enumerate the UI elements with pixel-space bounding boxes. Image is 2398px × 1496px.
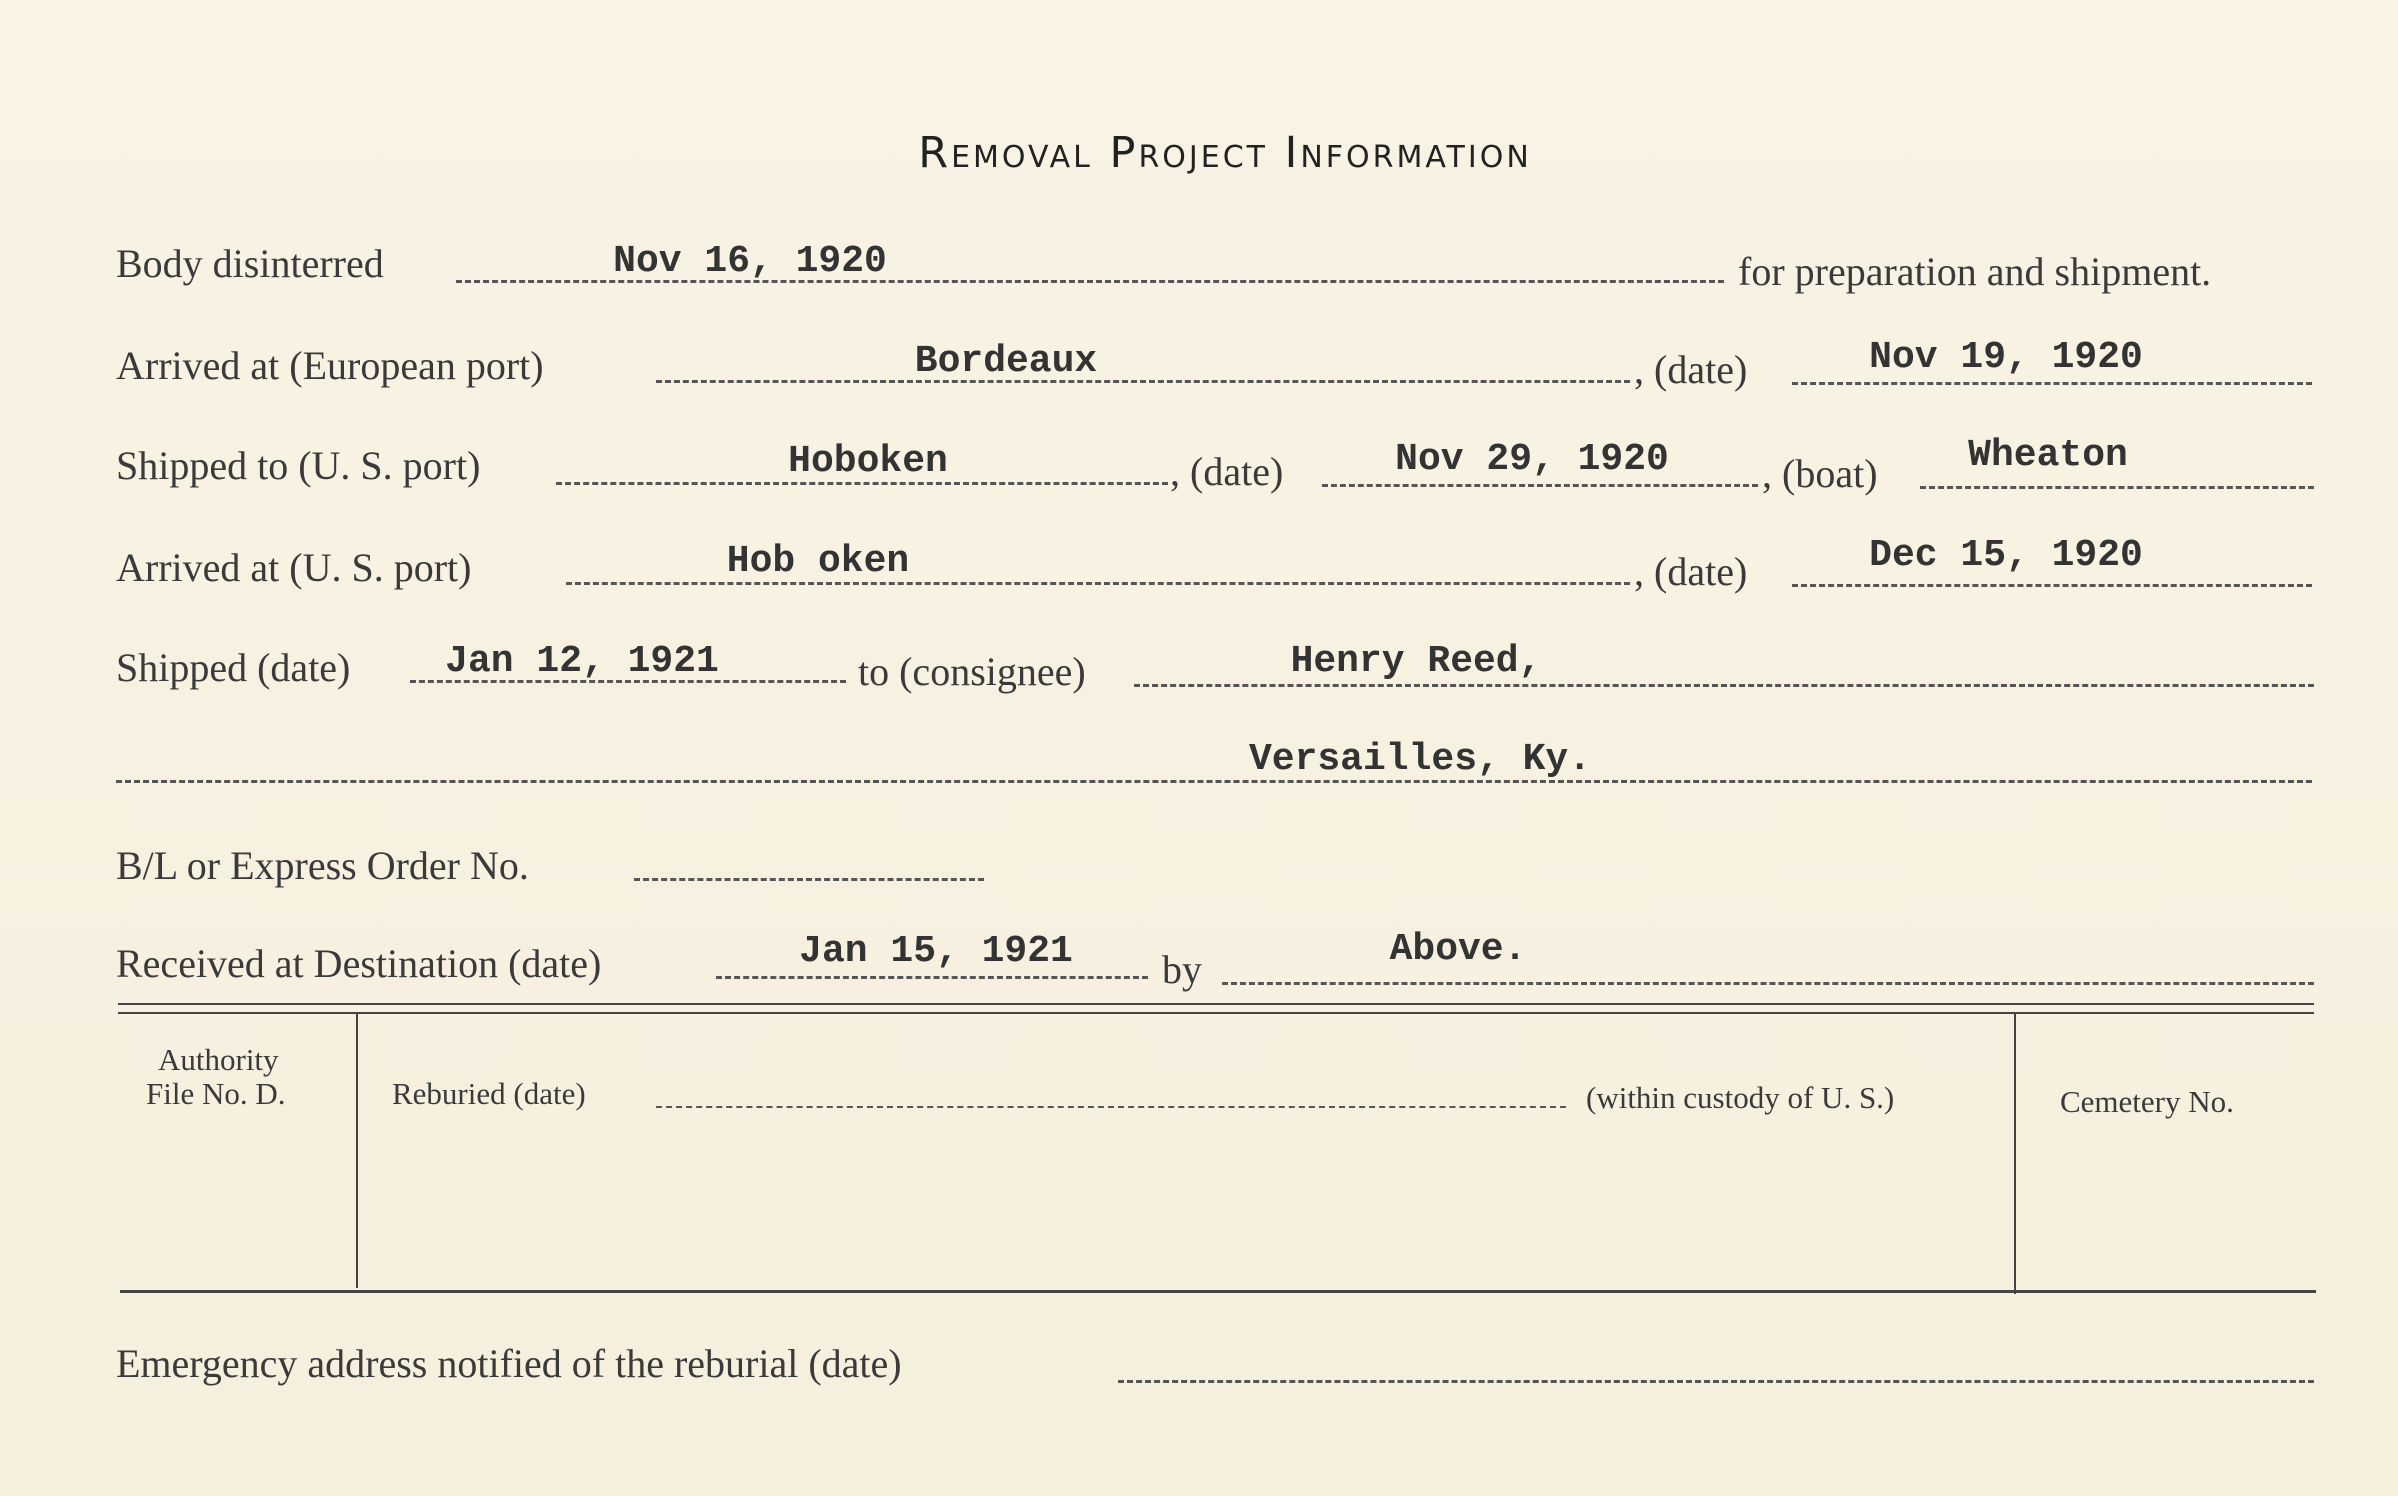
received-value: Jan 15, 1921 bbox=[799, 930, 1073, 973]
shipped-date-label: Shipped (date) bbox=[116, 645, 351, 690]
authority-label-2: File No. D. bbox=[146, 1076, 286, 1111]
table-bottom-rule bbox=[120, 1290, 2316, 1293]
consignee-label: to (consignee) bbox=[858, 649, 1086, 694]
shipped-us-date-label: , (date) bbox=[1170, 449, 1284, 494]
body-disinterred-value: Nov 16, 1920 bbox=[613, 240, 887, 283]
reburied-label: Reburied (date) bbox=[392, 1076, 586, 1111]
arrived-us-line bbox=[566, 582, 1630, 585]
shipped-us-date-line bbox=[1322, 484, 1758, 487]
reburied-line bbox=[656, 1106, 1566, 1108]
emergency-label: Emergency address notified of the reburial (date) bbox=[116, 1341, 902, 1386]
shipped-us-boat: Wheaton bbox=[1968, 434, 2128, 477]
shipped-us-value: Hoboken bbox=[788, 440, 948, 483]
arrived-us-date: Dec 15, 1920 bbox=[1869, 534, 2143, 577]
bl-order-label: B/L or Express Order No. bbox=[116, 843, 529, 888]
address-value: Versailles, Ky. bbox=[1248, 738, 1592, 781]
arrived-us-date-line bbox=[1792, 584, 2312, 587]
body-disinterred-suffix: for preparation and shipment. bbox=[1738, 249, 2212, 294]
custody-label: (within custody of U. S.) bbox=[1586, 1080, 1895, 1115]
received-line bbox=[716, 976, 1148, 979]
received-by-line bbox=[1222, 982, 2314, 985]
arrived-european-line bbox=[656, 380, 1630, 383]
arrived-european-date: Nov 19, 1920 bbox=[1869, 336, 2143, 379]
received-by-label: by bbox=[1162, 947, 1202, 992]
arrived-european-value: Bordeaux bbox=[914, 340, 1098, 383]
table-divider-right bbox=[2014, 1014, 2016, 1294]
shipped-us-label: Shipped to (U. S. port) bbox=[116, 443, 481, 488]
arrived-us-value: Hob oken bbox=[726, 540, 910, 583]
table-divider-left bbox=[356, 1014, 358, 1288]
card-title: Removal Project Information bbox=[918, 128, 1532, 178]
bl-order-line bbox=[634, 878, 984, 881]
consignee-value: Henry Reed, bbox=[1290, 640, 1542, 683]
arrived-us-date-label: , (date) bbox=[1634, 549, 1748, 594]
received-label: Received at Destination (date) bbox=[116, 941, 602, 986]
shipped-us-boat-label: , (boat) bbox=[1762, 451, 1878, 496]
cemetery-label: Cemetery No. bbox=[2060, 1084, 2234, 1119]
body-disinterred-label: Body disinterred bbox=[116, 241, 384, 286]
table-top-rule-1 bbox=[118, 1003, 2314, 1005]
consignee-line bbox=[1134, 684, 2314, 687]
arrived-european-label: Arrived at (European port) bbox=[116, 343, 544, 388]
arrived-european-date-line bbox=[1792, 382, 2312, 385]
received-by-value: Above. bbox=[1389, 928, 1527, 971]
table-top-rule-2 bbox=[118, 1012, 2314, 1014]
arrived-european-date-label: , (date) bbox=[1634, 347, 1748, 392]
shipped-us-boat-line bbox=[1920, 486, 2314, 489]
address-line bbox=[116, 780, 2312, 783]
shipped-date-value: Jan 12, 1921 bbox=[445, 640, 719, 683]
arrived-us-label: Arrived at (U. S. port) bbox=[116, 545, 472, 590]
authority-label-1: Authority bbox=[158, 1042, 279, 1077]
shipped-us-date: Nov 29, 1920 bbox=[1395, 438, 1669, 481]
emergency-line bbox=[1118, 1380, 2314, 1383]
